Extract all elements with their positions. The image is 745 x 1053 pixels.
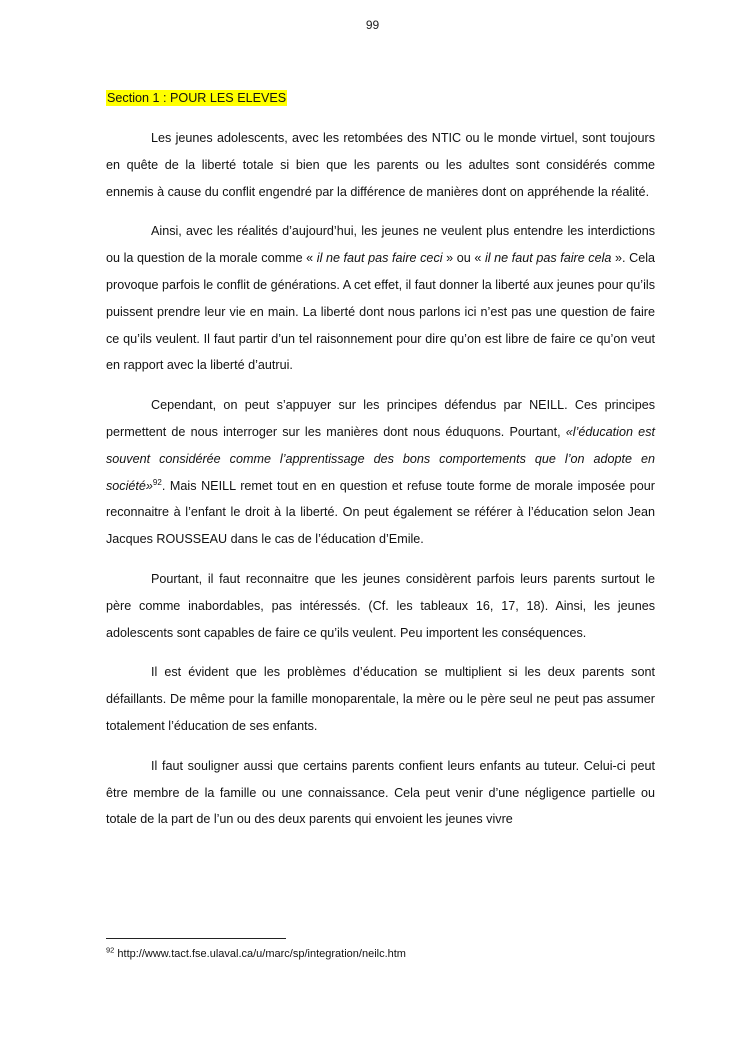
paragraph-3 [106, 392, 655, 553]
paragraph-1: Les jeunes adolescents, avec les retombées des NTIC ou le monde virtuel, sont toujours en quête de la liberté totale si bien que les parents ou les adultes sont considérés comme ennemis à cause du conflit engendré par la différence de manières dont on appréhende la réalité. [106, 131, 655, 199]
body-text [106, 125, 655, 833]
paragraph-4: Pourtant, il faut reconnaitre que les jeunes considèrent parfois leurs parents surtout le père comme inabordables, pas intéressés. (Cf. les tableaux 16, 17, 18). Ainsi, les jeunes adolescents sont capables de faire ce qu’ils veulent. Peu importent les conséquences. [106, 571, 655, 640]
paragraph-2-quote-1: il ne faut pas faire ceci [316, 251, 443, 266]
footnote-marker: 92 [106, 945, 115, 955]
footnote-divider [106, 938, 286, 939]
page-number: 99 [365, 18, 380, 32]
paragraph-3-text-d: . Mais NEILL remet tout en en question et refuse toute forme de morale imposée pour reconnaitre à l’enfant le droit à la liberté. On peut également se référer à l’éducation selon Jean Jacques ROUSSEAU dans le cas de l’éducation d’Emile. [106, 478, 655, 547]
footnote-reference[interactable]: 92 [152, 477, 162, 487]
paragraph-2-text-c: » ou « [442, 251, 485, 266]
footnote-url[interactable]: http://www.tact.fse.ulaval.ca/u/marc/sp/integration/neilc.htm [114, 948, 406, 960]
paragraph-2-text-a: Ainsi, avec les réalités d’aujourd’hui, les jeunes ne veulent plus entendre les interdictions ou la question de la morale comme « [106, 224, 655, 266]
paragraph-6: Il faut souligner aussi que certains parents confient leurs enfants au tuteur. Celui-ci peut être membre de la famille ou une connaissance. Cela peut venir d’une négligence partielle ou totale de la part de l’un ou des deux parents qui envoient les jeunes vivre [106, 758, 655, 827]
paragraph-2 [106, 218, 655, 379]
section-title: Section 1 : POUR LES ELEVES [107, 91, 287, 105]
paragraph-2-text-e: ». Cela provoque parfois le conflit de générations. A cet effet, il faut donner la liberté aux jeunes pour qu’ils puissent prendre leur vie en main. La liberté dont nous parlons ici n’est pas une question de faire ce qu’ils veulent. Il faut partir d’un tel raisonnement pour dire qu’on est libre de faire ce qu’on veut en rapport avec la liberté d’autrui. [106, 251, 656, 373]
footnote [106, 946, 406, 962]
paragraph-3-text-a: Cependant, on peut s’appuyer sur les principes défendus par NEILL. Ces principes permettent de nous interroger sur les manières dont nous éduquons. Pourtant, [106, 398, 655, 439]
paragraph-2-quote-2: il ne faut pas faire cela [484, 251, 612, 266]
paragraph-5: Il est évident que les problèmes d’éducation se multiplient si les deux parents sont défaillants. De même pour la famille monoparentale, la mère ou le père seul ne peut pas assumer totalement l’éducation de ses enfants. [106, 665, 655, 733]
paragraph-3-citation: «l’éducation est souvent considérée comme l’apprentissage des bons comportements que l’on adopte en société» [106, 424, 655, 493]
